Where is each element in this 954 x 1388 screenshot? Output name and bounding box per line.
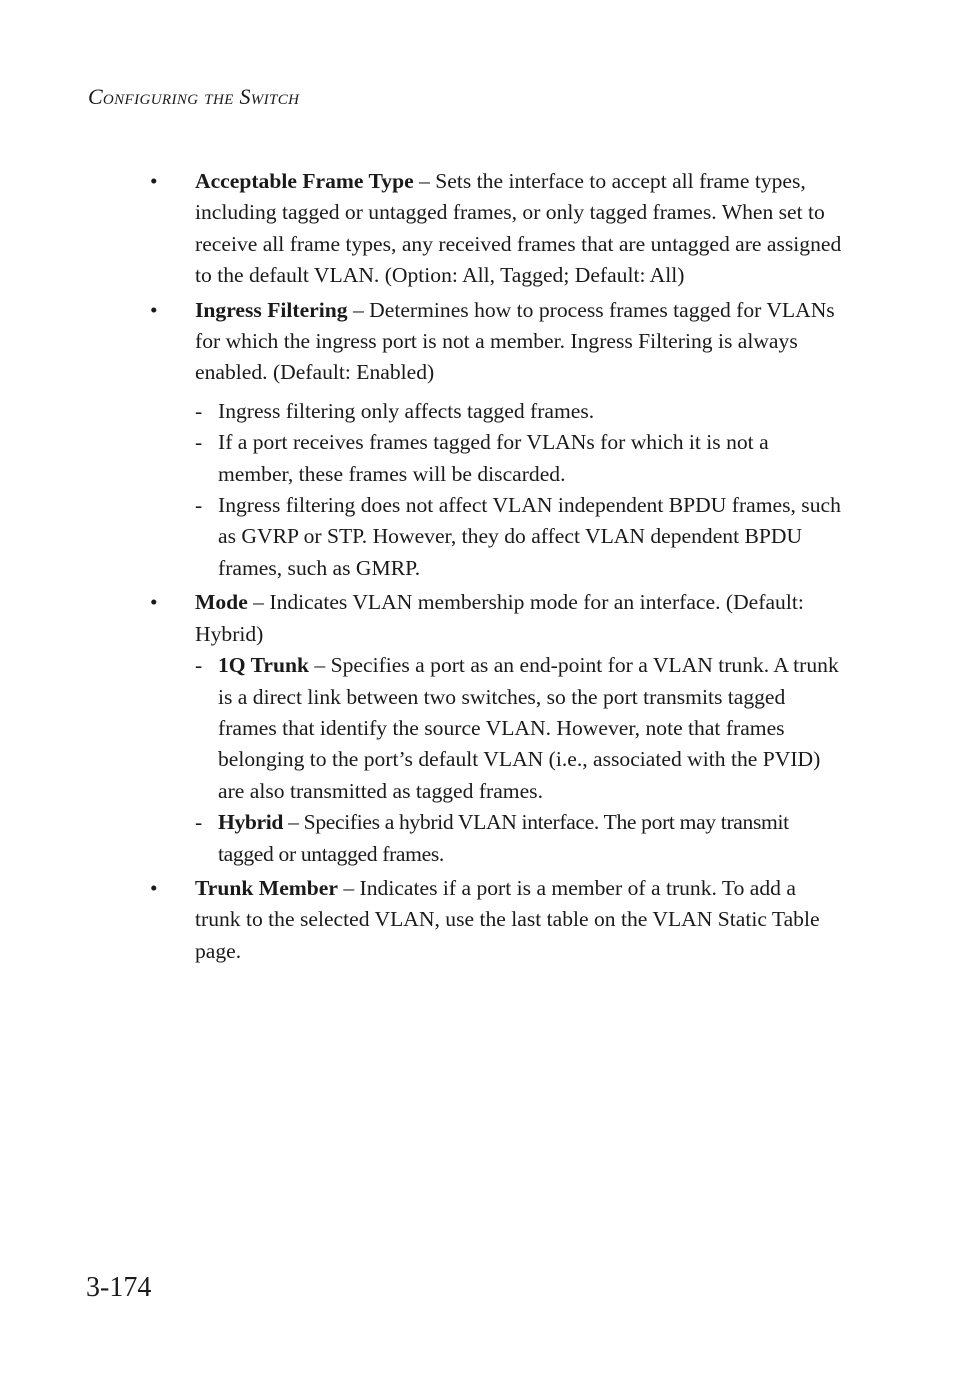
header-word-switch: WITCH — [250, 92, 300, 108]
sub-marker: - — [195, 430, 203, 455]
mode-options — [195, 650, 846, 870]
bullet-trunk-member — [150, 873, 846, 967]
bullet-paragraph — [195, 587, 846, 650]
page-number: 3-174 — [86, 1272, 152, 1303]
sub-item-text: – Specifies a hybrid VLAN interface. The port may transmit tagged or untagged frames. — [218, 810, 789, 866]
sub-item-term: Hybrid — [218, 810, 284, 835]
sub-item-text: Ingress filtering does not affect VLAN independent BPDU frames, such as GVRP or STP. However, they do affect VLAN dependent BPDU frames, such as GMRP. — [218, 493, 841, 580]
sub-item-1q-trunk — [195, 650, 846, 807]
bullet-ingress-filtering — [150, 295, 846, 585]
sub-item — [195, 490, 846, 584]
bullet-marker: • — [150, 297, 158, 322]
header-word-the: THE — [204, 92, 234, 108]
bullet-description: – Indicates if a port is a member of a trunk. To add a trunk to the selected VLAN, use the last table on the VLAN Static Table page. — [195, 875, 820, 963]
sub-item-hybrid — [195, 807, 846, 870]
bullet-marker: • — [150, 875, 158, 900]
sub-item-term: 1Q Trunk — [218, 653, 310, 678]
main-content — [150, 166, 846, 967]
sub-item-text: – Specifies a port as an end-point for a VLAN trunk. A trunk is a direct link between two switches, so the port transmits tagged frames that identify the source VLAN. However, note that frames belonging to the port’s default VLAN (i.e., associated with the PVID) are also transmitted as tagged frames. — [218, 653, 839, 803]
header-initial-s: S — [239, 84, 251, 109]
bullet-paragraph — [195, 873, 846, 967]
bullet-term: Mode — [195, 590, 248, 615]
sub-item — [195, 427, 846, 490]
bullet-mode — [150, 587, 846, 870]
sub-marker: - — [195, 493, 203, 518]
bullet-acceptable-frame-type — [150, 166, 846, 292]
bullet-description: – Determines how to process frames tagged for VLANs for which the ingress port is not a member. Ingress Filtering is always enabled. (Default: Enabled) — [195, 297, 835, 385]
sub-marker: - — [195, 653, 203, 678]
bullet-term: Acceptable Frame Type — [195, 169, 414, 193]
sub-item-text: If a port receives frames tagged for VLANs for which it is not a member, these frames will be discarded. — [218, 430, 769, 486]
header-word-configuring: ONFIGURING — [102, 92, 199, 108]
bullet-marker: • — [150, 590, 158, 615]
ingress-filtering-notes — [195, 396, 846, 584]
sub-marker: - — [195, 810, 202, 835]
running-header — [88, 84, 299, 110]
bullet-description: – Sets the interface to accept all frame types, including tagged or untagged frames, or only tagged frames. When set to receive all frame types, any received frames that are untagged are assigned to the default VLAN. (Option: All, Tagged; Default: All) — [195, 169, 842, 288]
sub-marker: - — [195, 398, 203, 423]
bullet-term: Trunk Member — [195, 875, 338, 900]
bullet-marker: • — [150, 169, 158, 193]
bullet-paragraph — [195, 166, 846, 292]
sub-item — [195, 396, 846, 427]
header-initial-c: C — [88, 84, 103, 109]
bullet-term: Ingress Filtering — [195, 297, 348, 322]
bullet-description: – Indicates VLAN membership mode for an interface. (Default: Hybrid) — [195, 590, 804, 646]
sub-item-text: Ingress filtering only affects tagged frames. — [218, 398, 595, 423]
bullet-paragraph — [195, 295, 846, 389]
